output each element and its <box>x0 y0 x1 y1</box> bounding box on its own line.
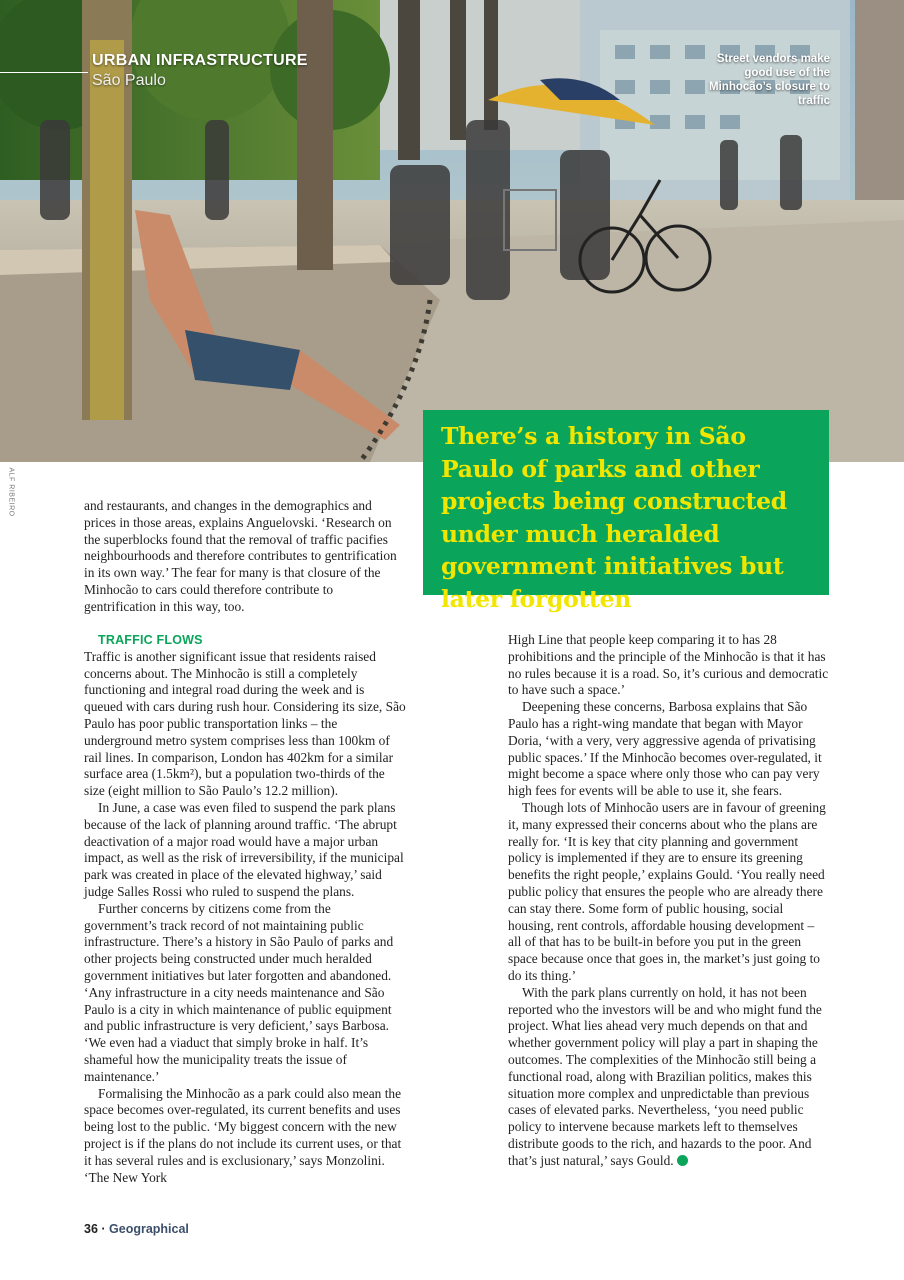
page-footer <box>84 1222 189 1236</box>
body-paragraph: In June, a case was even filed to suspend the park plans because of the lack of planning around traffic. ‘The abrupt deactivation of a major road would have a major urban impact, as well as the risk of irreversibility, if the municipal park was created in place of the elevated highway,’ said judge Salles Rossi who ruled to suspend the plans. <box>84 799 404 899</box>
hero-photo <box>0 0 904 462</box>
body-paragraph: Further concerns by citizens come from the government’s track record of not maintaining public infrastructure. There’s a history in São Paulo of parks and other projects being constructed under much heralded government initiatives but later forgotten and abandoned. ‘Any infrastructure in a city needs maintenance and São Paulo is a city in which maintenance of public equipment and public infrastructure is very deficient,’ says Barbosa. ‘We even had a viaduct that simply broke in half. It’s shameful how the municipality treats the issue of maintenance.’ <box>84 900 394 1084</box>
pull-quote-box <box>423 410 829 613</box>
body-paragraph: High Line that people keep comparing it to has 28 prohibitions and the principle of the Minhocão is that it has no rules because it is a road. So, it’s curious and democratic to have such a space.’ <box>508 632 829 698</box>
final-paragraph-text: With the park plans currently on hold, it has not been reported who the investors will be and who might fund the project. What lies ahead very much depends on that and whether government policy will play a part in shaping the outcomes. The complexities of the Minhocão still being a functional road, along with Brazilian politics, makes this situation more complex and unpredictable than previous cases of elevated parks. Nevertheless, ‘you need public policy to intervene because markets left to themselves distribute goods to the rich, and hazards to the poor. And that’s just natural,’ says Gould. <box>508 984 822 1168</box>
final-paragraph <box>508 985 830 1170</box>
section-kicker <box>92 52 308 90</box>
right-column <box>508 632 830 1170</box>
place-label: São Paulo <box>92 72 166 89</box>
intro-paragraph: and restaurants, and changes in the demographics and prices in those areas, explains Anguelovski. ‘Research on the superblocks found that the removal of traffic pacifies neighbourhoods and therefore contributes to gentrification in its own way.’ The fear for many is that closure of the Minhocão to cars could therefore contribute to gentrification in this way, too. <box>84 498 397 614</box>
footer-separator: · <box>97 1222 110 1236</box>
photo-credit-text: ALF RIBEIRO <box>7 467 15 517</box>
body-paragraph: Though lots of Minhocão users are in favour of greening it, many expressed their concerns about who the plans are really for. ‘It is key that city planning and government policy is implemented if they are to ensure its greening benefits the right people,’ explains Gould. ‘You really need public policy that ensures the people who are already there can stay there. Some form of public housing, social housing, rent controls, affordable housing development – all of that has to be built-in before you put in the green space because once that goes in, the market’s just going to do its thing.’ <box>508 799 826 983</box>
end-mark-icon <box>677 1155 688 1166</box>
publication-name: Geographical <box>109 1222 189 1236</box>
intro-column <box>84 498 406 616</box>
kicker-rule <box>0 72 88 73</box>
pull-quote-text: There’s a history in São Paulo of parks and other projects being constructed under much heralded government initiatives but later forgotten <box>441 422 787 613</box>
left-column <box>84 632 406 1186</box>
body-paragraph: Deepening these concerns, Barbosa explains that São Paulo has a right-wing mandate that began with Mayor Doria, ‘with a very, very aggressive agenda of privatising public spaces.’ If the Minhocão becomes over-regulated, it might become a space where only those who can pay very high fees for events will be able to use it, she fears. <box>508 699 822 799</box>
photo-credit <box>3 467 15 530</box>
section-label: URBAN INFRASTRUCTURE <box>92 52 308 69</box>
photo-caption: Street vendors make good use of the Minhocão’s closure to traffic <box>709 53 830 107</box>
subhead-traffic-flows: TRAFFIC FLOWS <box>98 633 203 647</box>
page-number: 36 <box>84 1222 98 1236</box>
body-paragraph: Formalising the Minhocão as a park could also mean the space becomes over-regulated, its current benefits and uses being lost to the public. ‘My biggest concern with the new project is if the plans do not include its current uses, or that it has several rules and is exclusionary,’ says Monzolini. ‘The New York <box>84 1085 402 1185</box>
body-paragraph: Traffic is another significant issue that residents raised concerns about. The Minhocão is still a completely functioning and integral road during the week and is queued with cars during rush hour. Considering its size, São Paulo has poor public transportation links – the underground metro system comprises less than 100km of rail lines. In comparison, London has 402km for a similar surface area (1.5km²), but a population two-thirds of the size (eight million to São Paulo’s 12.2 million). <box>84 648 406 799</box>
